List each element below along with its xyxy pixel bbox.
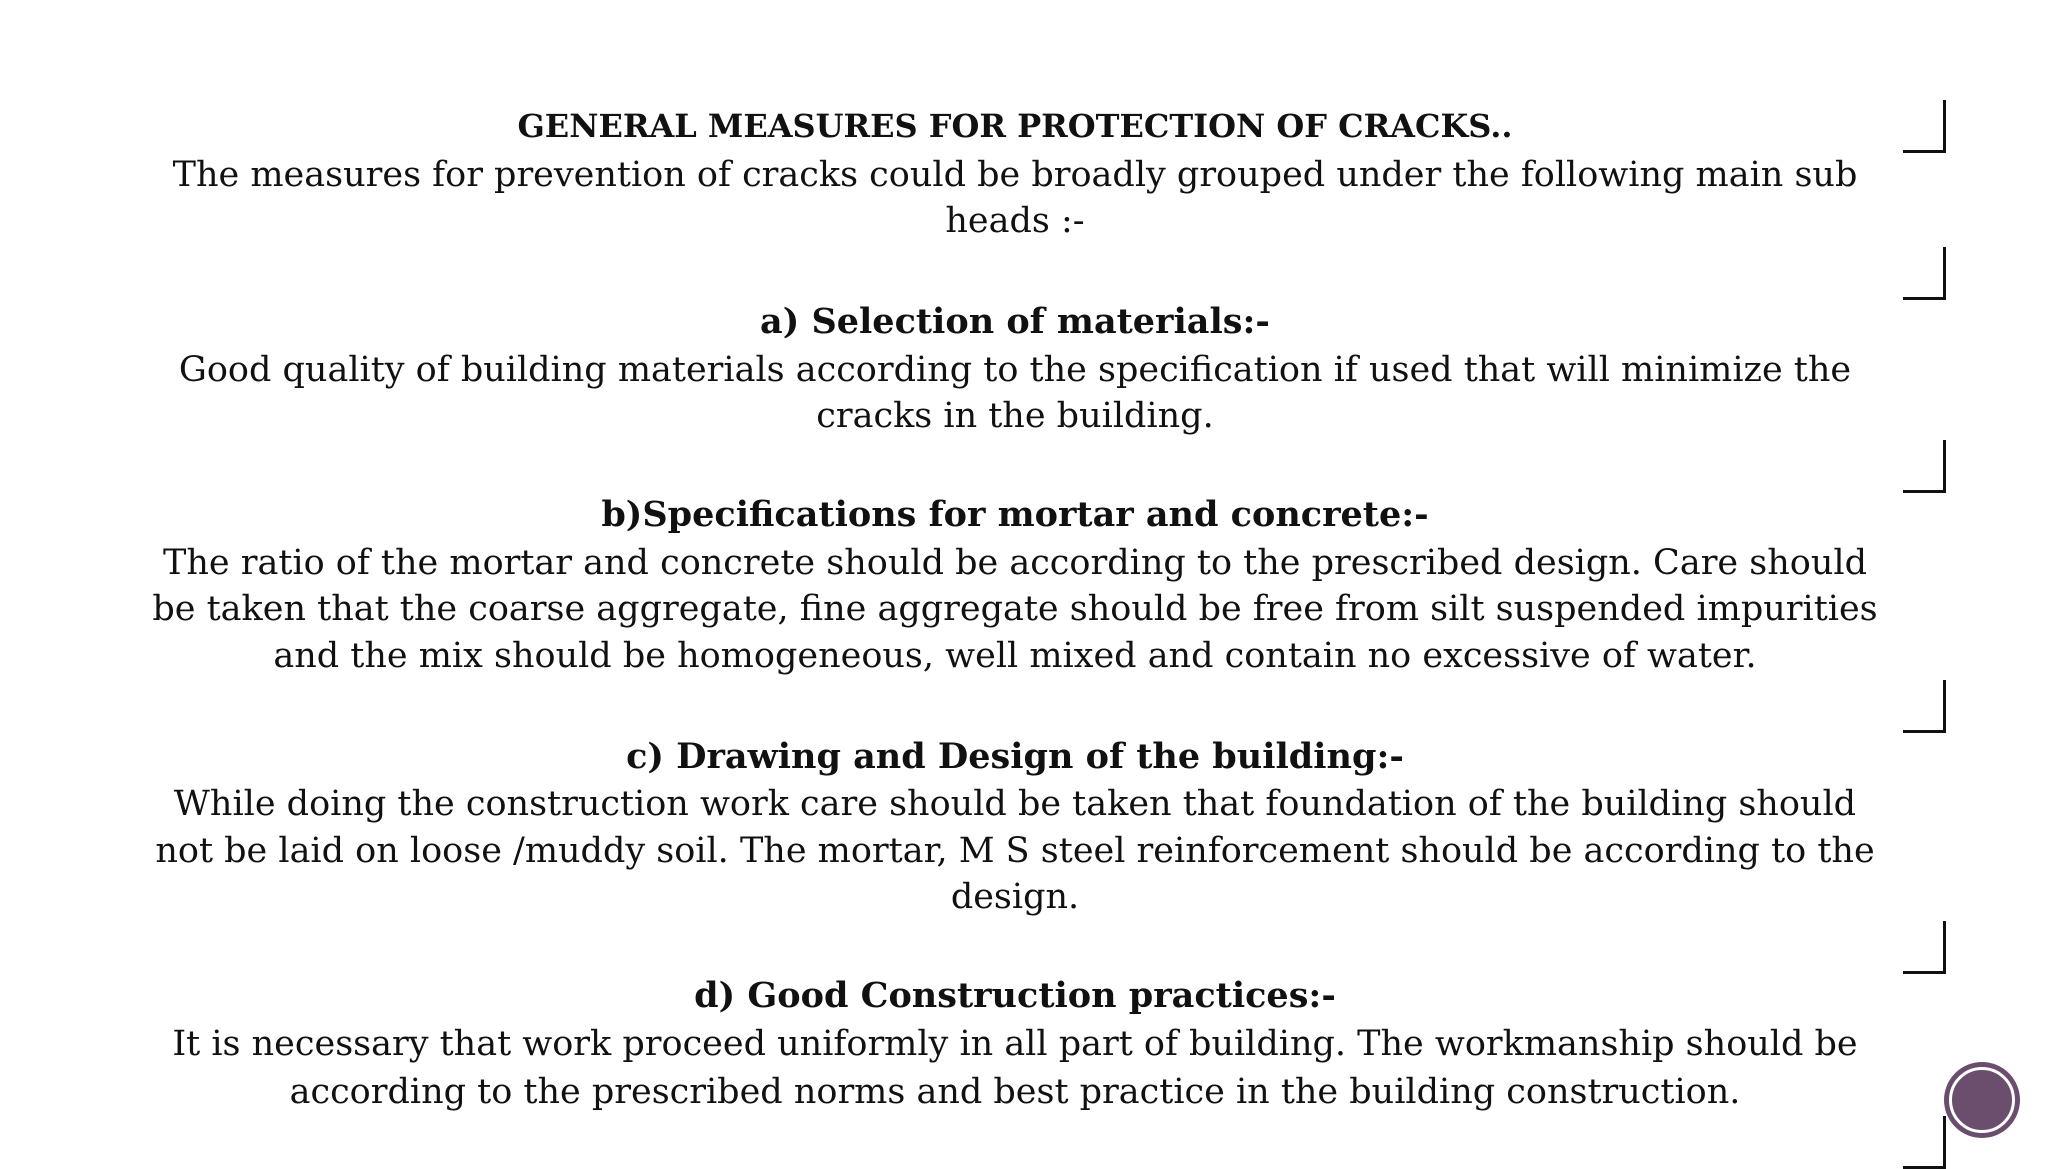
section-line: be taken that the coarse aggregate, fine aggregate should be free from silt suspended impurities	[152, 589, 1878, 629]
corner-bracket-decoration	[1903, 921, 1946, 974]
section-line: Good quality of building materials according to the specification if used that will minimize the	[178, 350, 1852, 390]
section-line: according to the prescribed norms and best practice in the building construction.	[289, 1072, 1741, 1112]
section-line: cracks in the building.	[816, 396, 1214, 436]
section-heading: a) Selection of materials:-	[760, 301, 1270, 342]
section-line: While doing the construction work care should be taken that foundation of the building should	[173, 784, 1857, 824]
corner-bracket-decoration	[1903, 680, 1946, 733]
section-line: It is necessary that work proceed uniformly in all part of building. The workmanship should be	[172, 1024, 1858, 1064]
section-line: not be laid on loose /muddy soil. The mortar, M S steel reinforcement should be according to the	[155, 831, 1875, 871]
section-line: design.	[950, 877, 1080, 917]
slide-title: GENERAL MEASURES FOR PROTECTION OF CRACKS..	[517, 107, 1513, 145]
circle-badge-icon	[1945, 1063, 2019, 1137]
intro-line: heads :-	[945, 201, 1085, 241]
corner-bracket-decoration	[1903, 440, 1946, 493]
section-line: and the mix should be homogeneous, well mixed and contain no excessive of water.	[273, 636, 1757, 676]
section-heading: b)Specifications for mortar and concrete:-	[601, 494, 1429, 535]
corner-bracket-decoration	[1903, 1116, 1946, 1169]
corner-bracket-decoration	[1903, 100, 1946, 153]
corner-bracket-decoration	[1903, 247, 1946, 300]
section-line: The ratio of the mortar and concrete should be according to the prescribed design. Care should	[163, 543, 1867, 583]
section-heading: d) Good Construction practices:-	[694, 975, 1336, 1016]
section-heading: c) Drawing and Design of the building:-	[626, 736, 1404, 777]
intro-line: The measures for prevention of cracks could be broadly grouped under the following main sub	[172, 155, 1858, 195]
